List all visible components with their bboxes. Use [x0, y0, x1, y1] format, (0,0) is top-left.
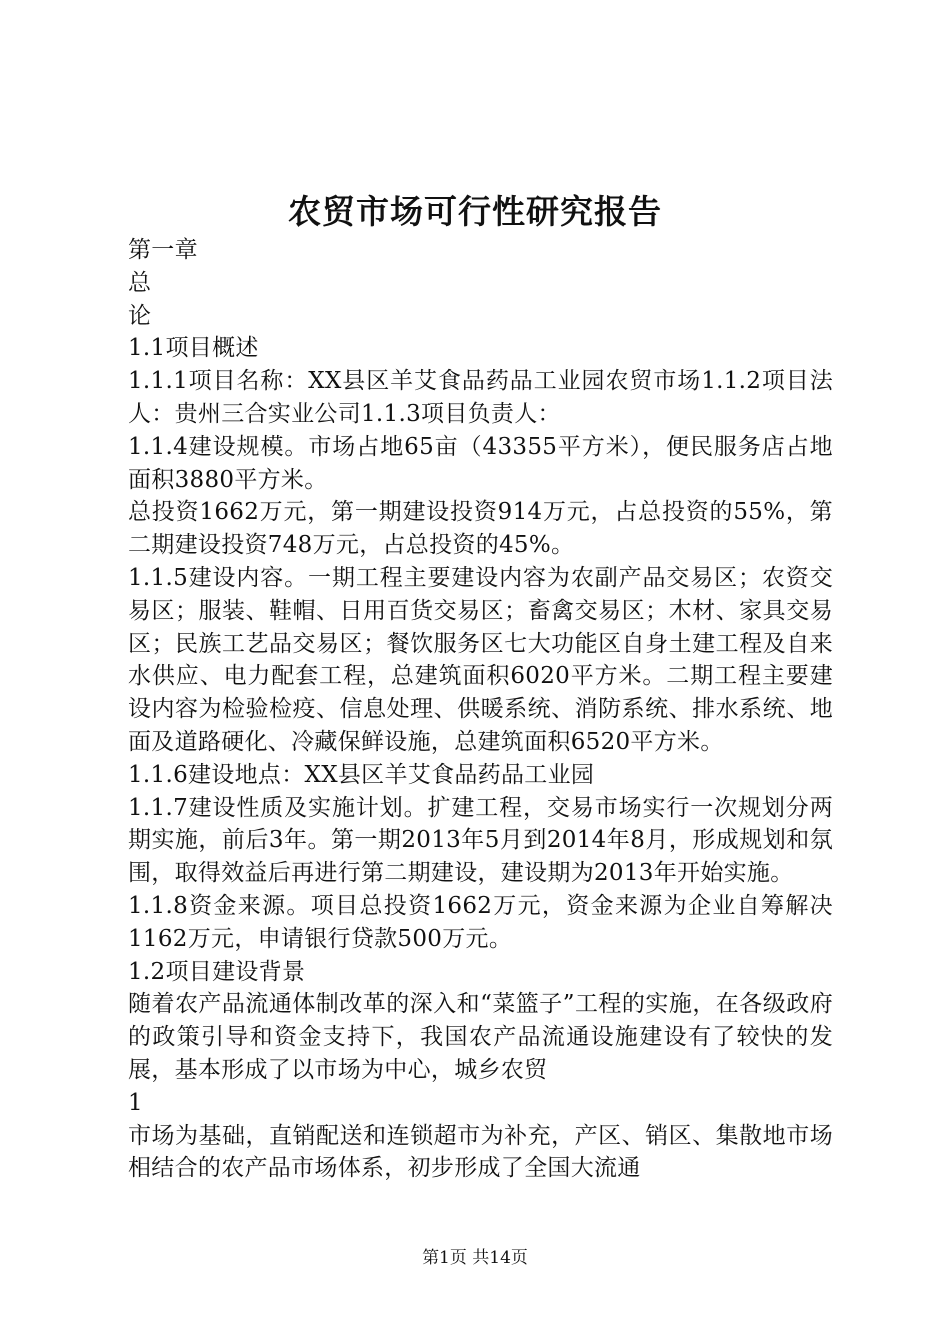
paragraph-investment: 总投资1662万元，第一期建设投资914万元，占总投资的55%，第二期建设投资748万元，占总投资的45%。	[128, 499, 833, 559]
paragraph-market-system: 市场为基础，直销配送和连锁超市为补充，产区、销区、集散地市场相结合的农产品市场体系，初步形成了全国大流通	[128, 1122, 833, 1182]
paragraph-1-1-5: 1.1.5建设内容。一期工程主要建设内容为农副产品交易区；农资交易区；服装、鞋帽、日用百货交易区；畜禽交易区；木材、家具交易区；民族工艺品交易区；餐饮服务区七大功能区自身土建工程及自来水供应、电力配套工程，总建筑面积6020平方米。二期工程主要建设内容为检验检疫、信息处理、供暖系统、消防系统、排水系统、地面及道路硬化、冷藏保鲜设施，总建筑面积6520平方米。	[128, 564, 833, 755]
paragraph-1-1-4: 1.1.4建设规模。市场占地65亩（43355平方米），便民服务店占地面积3880平方米。	[128, 433, 833, 493]
page-footer: 第1页 共14页	[422, 1248, 528, 1268]
paragraph-background: 随着农产品流通体制改革的深入和“菜篮子”工程的实施，在各级政府的政策引导和资金支持下，我国农产品流通设施建设有了较快的发展，基本形成了以市场为中心，城乡农贸	[128, 991, 833, 1083]
document-title: 农贸市场可行性研究报告	[288, 192, 662, 231]
document-body	[128, 234, 833, 1185]
chapter-heading-char-1: 总	[128, 269, 152, 296]
paragraph-1-1-6: 1.1.6建设地点：XX县区羊艾食品药品工业园	[128, 761, 595, 788]
section-heading-1-1: 1.1项目概述	[128, 335, 259, 362]
section-heading-1-2: 1.2项目建设背景	[128, 958, 306, 985]
chapter-heading: 第一章	[128, 237, 198, 263]
inline-page-number: 1	[128, 1089, 143, 1116]
paragraph-1-1-7: 1.1.7建设性质及实施计划。扩建工程，交易市场实行一次规划分两期实施，前后3年。第一期2013年5月到2014年8月，形成规划和氛围，取得效益后再进行第二期建设，建设期为2013年开始实施。	[128, 794, 833, 887]
paragraph-1-1-1: 1.1.1项目名称：XX县区羊艾食品药品工业园农贸市场1.1.2项目法人：贵州三合实业公司1.1.3项目负责人：	[128, 368, 833, 427]
paragraph-1-1-8: 1.1.8资金来源。项目总投资1662万元，资金来源为企业自筹解决1162万元，申请银行贷款500万元。	[128, 892, 833, 952]
chapter-heading-char-2: 论	[128, 302, 152, 329]
